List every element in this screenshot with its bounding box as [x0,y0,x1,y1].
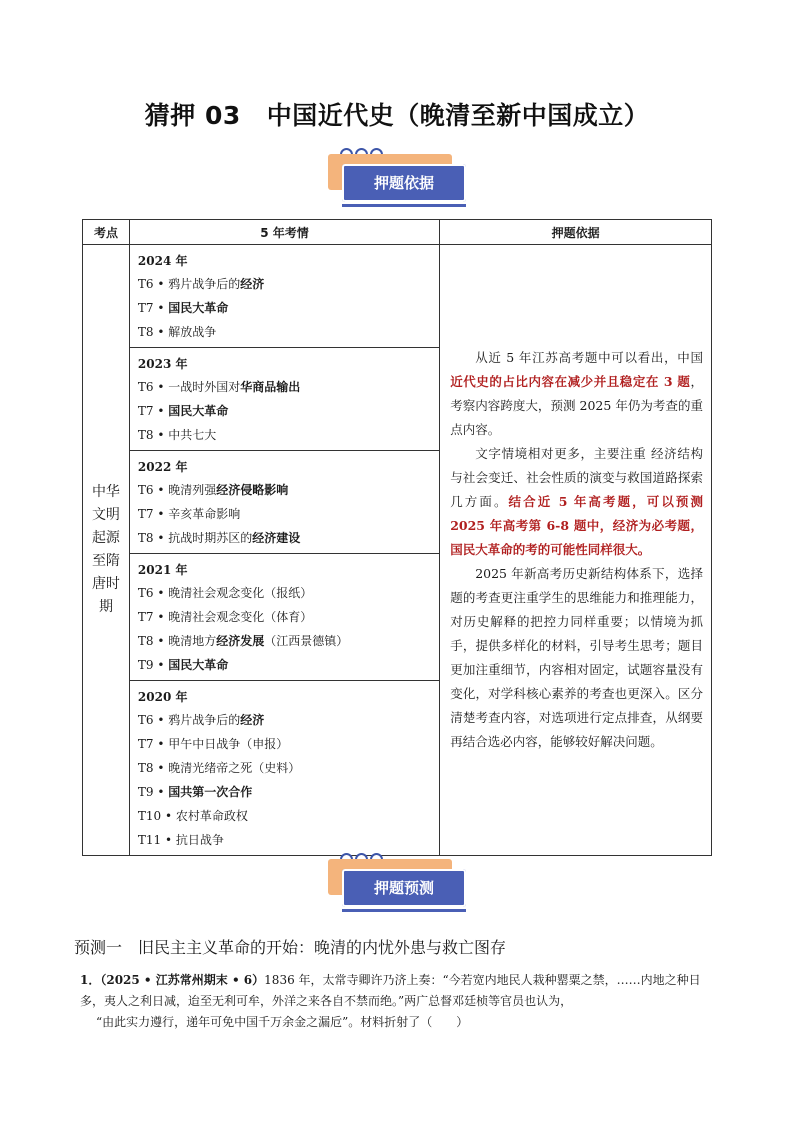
year-block [130,245,439,348]
year-block [130,451,439,554]
exam-item: T8 • 晚清地方经济发展（江西景德镇） [137,634,349,648]
table-header-row [83,220,712,245]
year-block [130,348,439,451]
exam-item: T11 • 抗日战争 [137,833,224,847]
exam-years-cell [129,245,439,856]
exam-item: T8 • 晚清光绪帝之死（史料） [137,761,301,775]
year-block [130,681,439,855]
section-badge-forecast [328,851,478,913]
basis-paragraph-2: 文字情境相对更多，主要注重 经济结构与社会变迁、社会性质的演变与救国道路探索几方面。结合近 5 年高考题，可以预测 2025 年高考第 6-8 题中，经济为必考题，国民大革命的考的可能性同样很大。 [450,446,703,557]
exam-table [82,219,712,856]
badge-label: 押题预测 [342,869,466,907]
exam-item: T7 • 晚清社会观念变化（体育） [137,610,313,624]
exam-item: T6 • 晚清社会观念变化（报纸） [137,586,313,600]
question-1 [80,970,720,1033]
exam-item: T8 • 解放战争 [137,325,217,339]
page-title [0,96,794,132]
year-title: 2020 年 [137,690,188,704]
header-basis: 押题依据 [440,220,712,245]
exam-item: T6 • 晚清列强经济侵略影响 [137,483,289,497]
title-text: 中国近代史（晚清至新中国成立） [266,101,650,130]
exam-item: T7 • 甲午中日战争（申报） [137,737,289,751]
exam-item: T9 • 国民大革命 [137,658,229,672]
year-title: 2024 年 [137,254,188,268]
forecast-section-title: 预测一 旧民主主义革命的开始：晚清的内忧外患与救亡图存 [74,938,507,957]
question-number: 1． [80,973,101,987]
exam-item: T7 • 国民大革命 [137,404,229,418]
title-number: 猜押 03 [144,101,241,130]
exam-item: T7 • 国民大革命 [137,301,229,315]
year-title: 2022 年 [137,460,188,474]
kaodian-cell: 中华文明起源至隋唐时期 [83,245,130,856]
section-badge-basis [328,146,478,208]
exam-item: T8 • 抗战时期苏区的经济建设 [137,531,301,545]
basis-cell [440,245,712,856]
question-text-continued: “由此实力遵行，递年可免中国千万余金之漏卮”。材料折射了（ ） [96,1015,469,1029]
exam-item: T8 • 中共七大 [137,428,217,442]
basis-paragraph-3: 2025 年新高考历史新结构体系下，选择题的考查更注重学生的思维能力和推理能力，对历史解释的把控力同样重要；以情境为抓手，提供多样化的材料，引导考生思考；题目更加注重细节，内容相对固定，试题容量没有变化，对学科核心素养的考查也更深入。区分清楚考查内容，对选项进行定点排查，从纲要再结合选必内容，能够较好解决问题。 [450,566,703,749]
question-text: 1836 年，太常寺卿许乃济上奏：“今若宽内地民人栽种罂粟之禁，……内地之种日多，夷人之利日减，迨至无利可牟，外洋之来各自不禁而绝。”两广总督邓廷桢等官员也认为， [80,973,701,1008]
exam-item: T9 • 国共第一次合作 [137,785,253,799]
exam-item: T6 • 鸦片战争后的经济 [137,713,265,727]
year-block [130,554,439,681]
header-exam-history: 5 年考情 [129,220,439,245]
year-title: 2021 年 [137,563,188,577]
header-kaodian: 考点 [83,220,130,245]
exam-item: T6 • 一战时外国对华商品输出 [137,380,301,394]
year-title: 2023 年 [137,357,188,371]
question-source: （2025 • 江苏常州期末 • 6） [100,973,265,987]
exam-item: T7 • 辛亥革命影响 [137,507,241,521]
exam-item: T6 • 鸦片战争后的经济 [137,277,265,291]
badge-label: 押题依据 [342,164,466,202]
years-list [130,245,439,855]
basis-paragraph-1: 从近 5 年江苏高考题中可以看出，中国近代史的占比内容在减少并且稳定在 3 题，考察内容跨度大，预测 2025 年仍为考查的重点内容。 [450,350,703,437]
exam-item: T10 • 农村革命政权 [137,809,248,823]
table-body-row [83,245,712,856]
